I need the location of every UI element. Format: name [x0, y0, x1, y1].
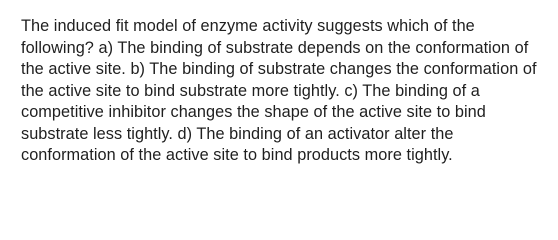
- question-text: The induced fit model of enzyme activity suggests which of the following? a) The binding of substrate depends on the conformation of the active site. b) The binding of substrate changes the conformation of the active site to bind substrate more tightly. c) The binding of a competitive inhibitor changes the shape of the active site to bind substrate less tightly. d) The binding of an activator alter the conformation of the active site to bind products more tightly.: [21, 17, 537, 164]
